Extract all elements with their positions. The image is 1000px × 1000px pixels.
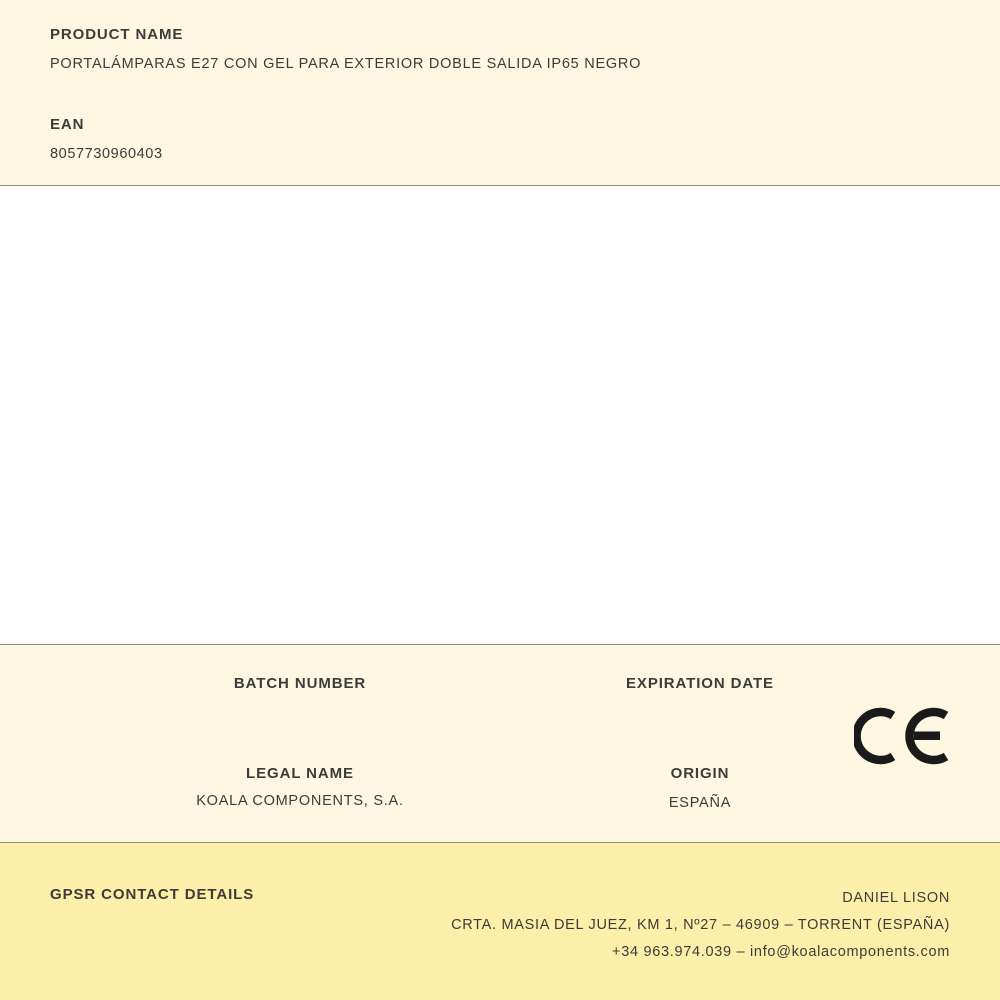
batch-number-label: BATCH NUMBER [233,675,367,692]
gpsr-footer-section [0,843,1000,1000]
ean-label: EAN [50,116,85,133]
product-info-section [0,0,1000,186]
product-name-field [50,26,641,72]
gpsr-contact-label: GPSR CONTACT DETAILS [50,886,255,903]
product-name-label: PRODUCT NAME [50,26,184,43]
origin-value: ESPAÑA [668,795,732,811]
legal-name-label: LEGAL NAME [246,765,354,782]
expiration-date-label: EXPIRATION DATE [626,675,774,692]
contact-phone-email: +34 963.974.039 – info@koalacomponents.com [612,944,950,960]
ean-field [50,116,163,162]
ean-value: 8057730960403 [50,146,163,162]
product-details-section [0,645,1000,843]
ce-marking-icon [854,705,950,767]
product-image-area [0,186,1000,645]
gpsr-contact-details [451,885,950,966]
product-name-value: PORTALÁMPARAS E27 CON GEL PARA EXTERIOR DOBLE SALIDA IP65 NEGRO [50,56,642,72]
origin-label: ORIGIN [670,765,730,782]
contact-address: CRTA. MASIA DEL JUEZ, KM 1, Nº27 – 46909 – TORRENT (ESPAÑA) [451,917,950,933]
legal-name-value: KOALA COMPONENTS, S.A. [196,793,404,809]
contact-name: DANIEL LISON [842,890,950,906]
